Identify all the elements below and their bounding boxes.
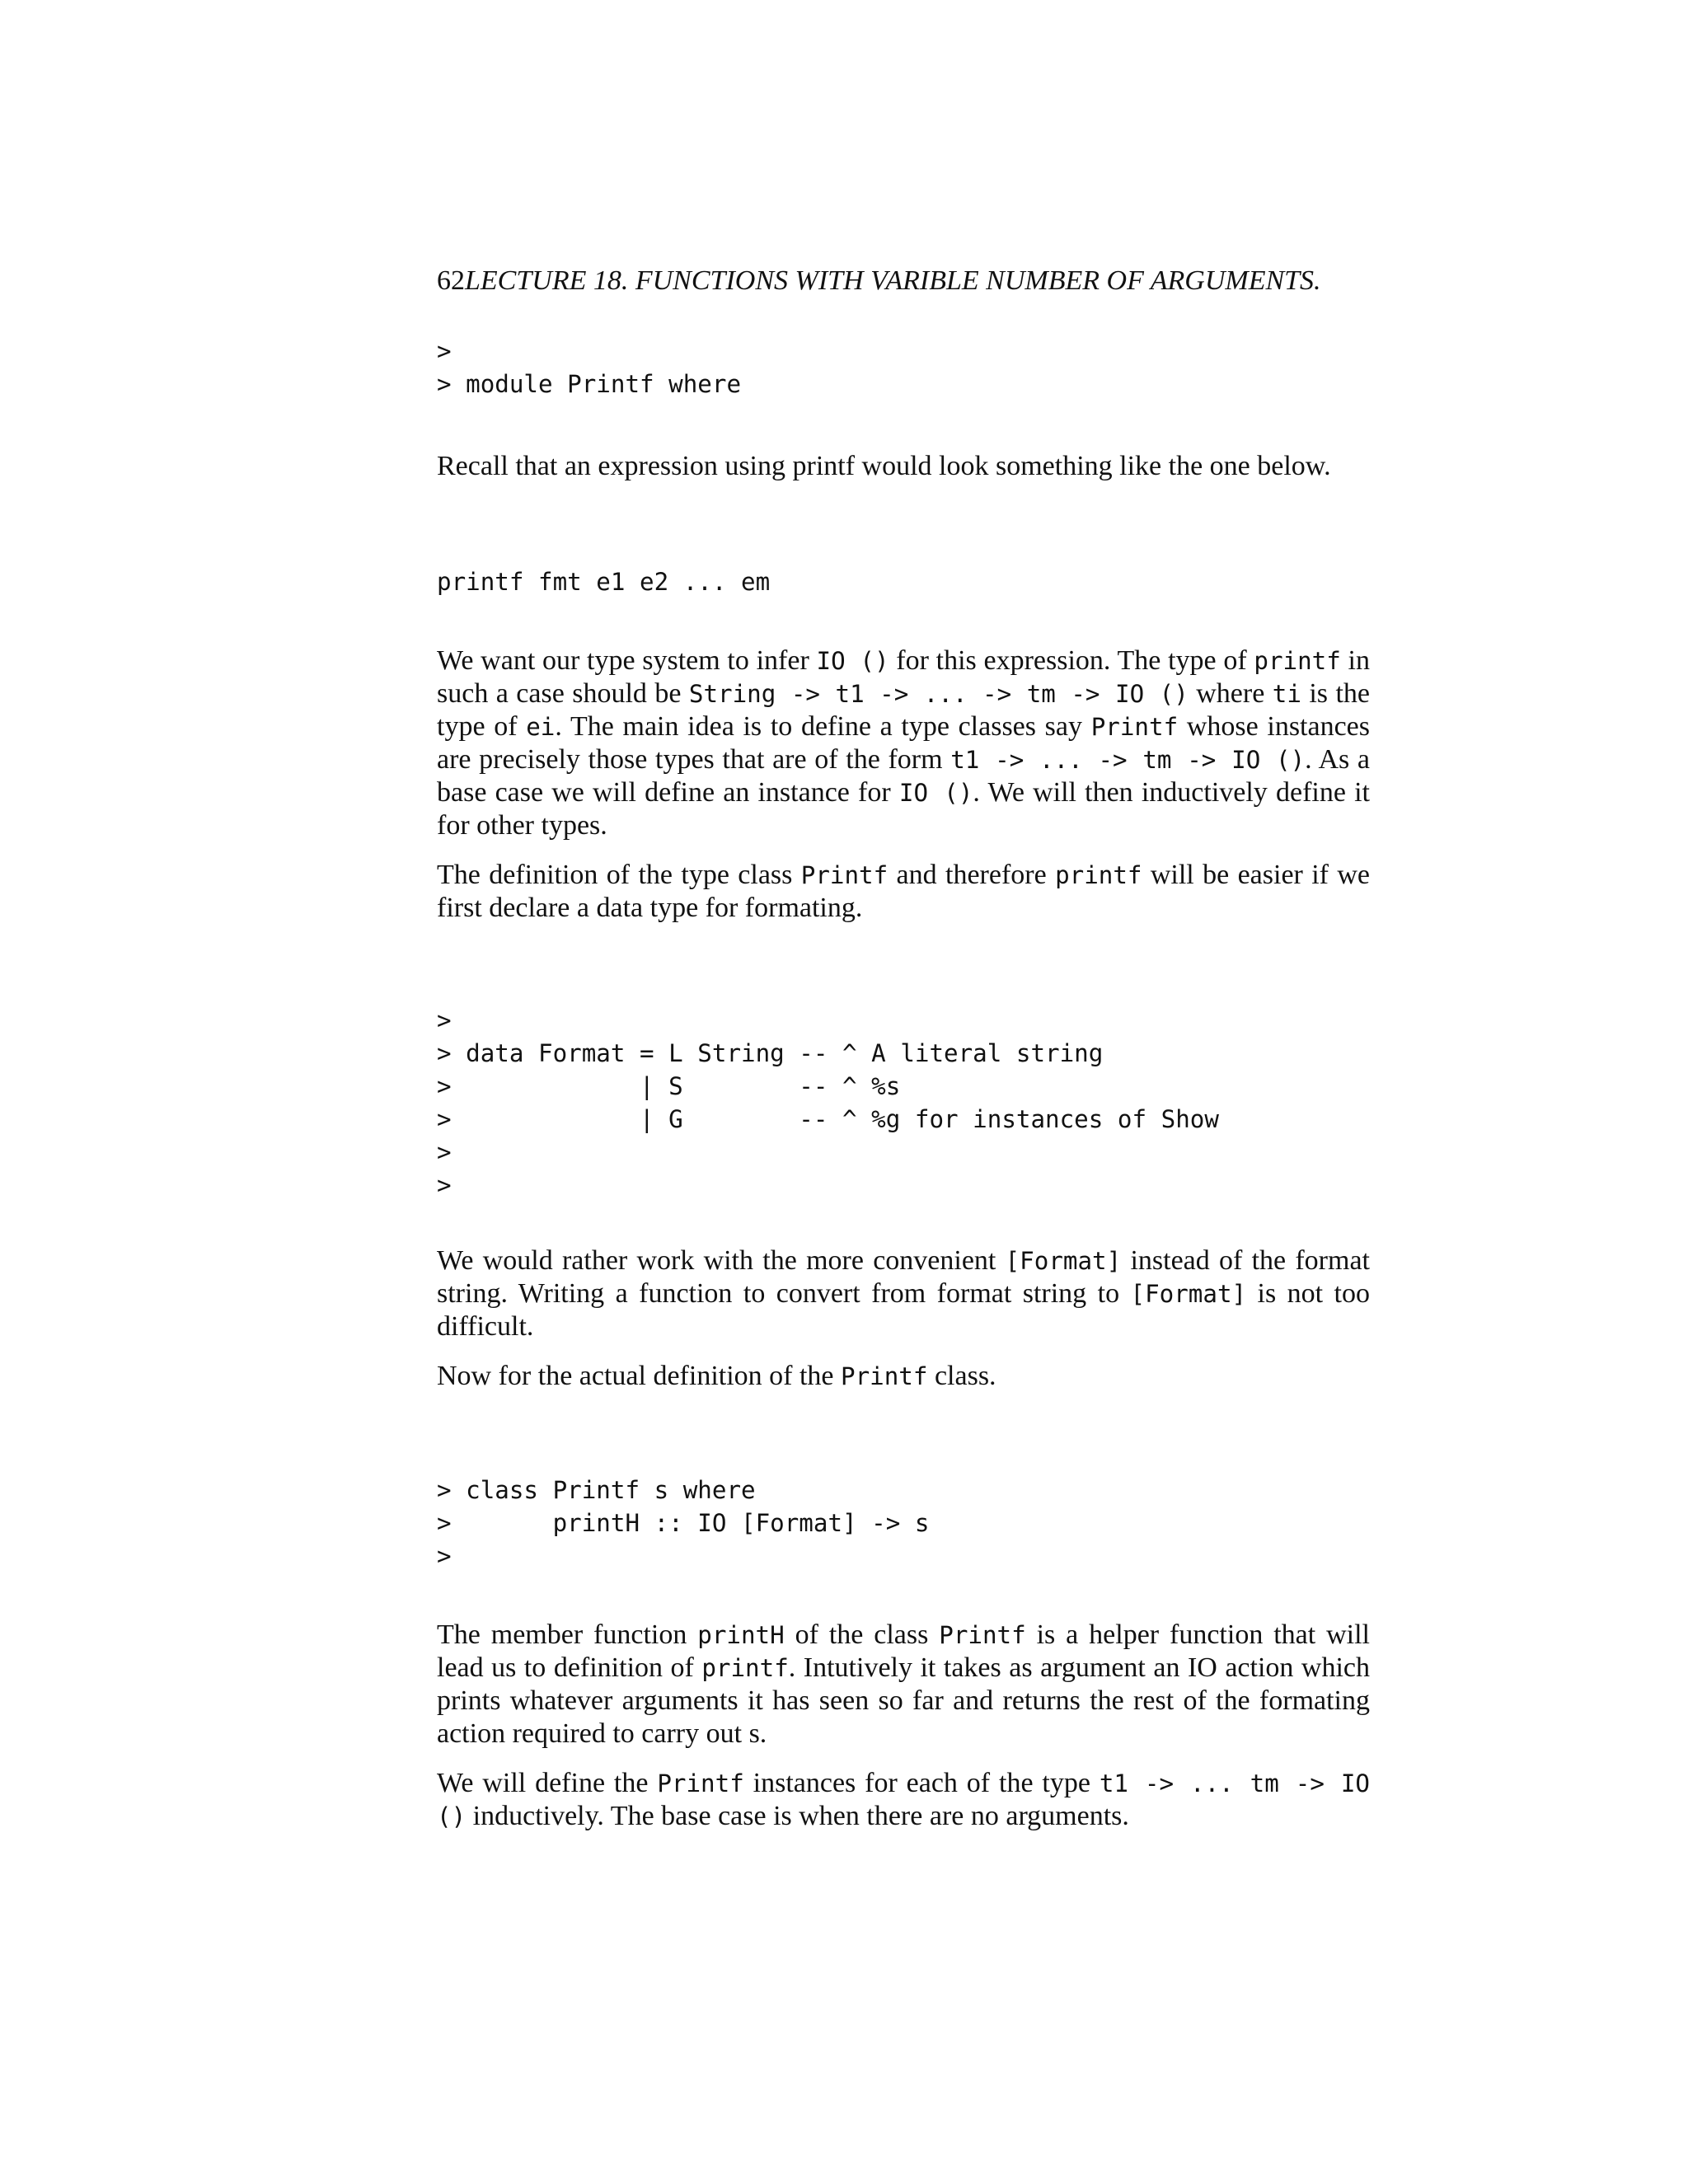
paragraph-recall-text: Recall that an expression using printf would look something like the one below. — [437, 451, 1331, 481]
inline-code: [Format] — [1005, 1247, 1122, 1275]
inline-code: ti — [1272, 680, 1301, 708]
text-run: We would rather work with the more convenient — [437, 1245, 1006, 1276]
text-run: We will define the — [437, 1768, 658, 1798]
inline-code: IO () — [816, 647, 889, 675]
inline-code: t1 -> ... tm -> IO () — [437, 1769, 1370, 1830]
code-block-module — [437, 335, 1370, 401]
inline-code: IO () — [898, 779, 973, 807]
text-run: instances for each of the type — [743, 1768, 1100, 1798]
paragraph-instances — [437, 1767, 1370, 1833]
inline-code: ei — [526, 713, 556, 741]
paragraph-now — [437, 1360, 1370, 1393]
paragraph-rather-text — [437, 1244, 1370, 1343]
code-module: > > module Printf where — [437, 337, 742, 398]
text-run: The member function — [437, 1619, 698, 1650]
text-run: is a helper function that will lead us to definition of — [437, 1619, 1371, 1683]
text-run: will be easier if we first declare a data type for formating. — [437, 860, 1370, 923]
page-number: 62 — [437, 265, 465, 296]
paragraph-type-system — [437, 644, 1370, 842]
inline-code: Printf — [939, 1621, 1026, 1649]
text-run: whose instances are precisely those types that are of the form — [437, 711, 1371, 775]
text-run: . We will then inductively define it for other types. — [437, 777, 1370, 841]
text-run: of the class — [784, 1619, 940, 1650]
inline-code: t1 -> ... -> tm -> IO () — [950, 746, 1306, 774]
inline-code: Printf — [841, 1362, 928, 1390]
inline-code: Printf — [1090, 713, 1179, 741]
text-run: inductively. The base case is when there are no arguments. — [466, 1801, 1129, 1831]
paragraph-member-text — [437, 1619, 1370, 1750]
inline-code: [Format] — [1130, 1280, 1247, 1308]
inline-code: String -> t1 -> ... -> tm -> IO () — [688, 680, 1189, 708]
text-run: is not too difficult. — [437, 1278, 1370, 1342]
paragraph-rather — [437, 1244, 1370, 1343]
text-run: in such a case should be — [437, 645, 1370, 709]
code-block-data-format — [437, 1004, 1370, 1202]
paragraph-type-system-text — [437, 644, 1370, 842]
text-run: is the type of — [437, 678, 1370, 742]
text-run: Now for the actual definition of the — [437, 1361, 842, 1391]
running-header — [437, 265, 1401, 297]
text-run: We want our type system to infer — [437, 645, 817, 676]
inline-code: printf — [1254, 647, 1341, 675]
code-block-expression — [437, 565, 1370, 598]
inline-code: printf — [701, 1654, 789, 1682]
text-run: for this expression. The type of — [889, 645, 1254, 676]
code-expression: printf fmt e1 e2 ... em — [437, 568, 771, 596]
text-run: . The main idea is to define a type classes say — [555, 711, 1091, 742]
chapter-title: LECTURE 18. FUNCTIONS WITH VARIBLE NUMBER OF ARGUMENTS. — [465, 265, 1321, 296]
inline-code: Printf — [657, 1769, 744, 1797]
text-run: . As a base case we will define an instance for — [437, 744, 1370, 808]
text-run: . Intutively it takes as argument an IO action which prints whatever arguments it has seen so far and returns the rest of the formating action required to carry out s. — [437, 1652, 1370, 1749]
paragraph-definition — [437, 859, 1370, 925]
paragraph-now-text — [437, 1360, 1370, 1393]
inline-code: Printf — [800, 861, 889, 889]
inline-code: printH — [697, 1621, 785, 1649]
text-run: where — [1188, 678, 1273, 709]
code-data-format: > > data Format = L String -- ^ A literal string > | S -- ^ %s > | G -- ^ %g for instances of Show > > — [437, 1006, 1219, 1199]
text-run: and therefore — [888, 860, 1056, 890]
paragraph-instances-text — [437, 1767, 1370, 1833]
text-run: class. — [927, 1361, 996, 1391]
text-run: instead of the format string. Writing a function to convert from format string to — [437, 1245, 1370, 1309]
paragraph-definition-text — [437, 859, 1370, 925]
paragraph-member — [437, 1619, 1370, 1750]
inline-code: printf — [1055, 861, 1142, 889]
code-class-printf: > class Printf s where > printH :: IO [Format] -> s > — [437, 1476, 930, 1570]
paragraph-recall — [437, 450, 1370, 483]
text-run: The definition of the type class — [437, 860, 801, 890]
code-block-class — [437, 1474, 1370, 1572]
